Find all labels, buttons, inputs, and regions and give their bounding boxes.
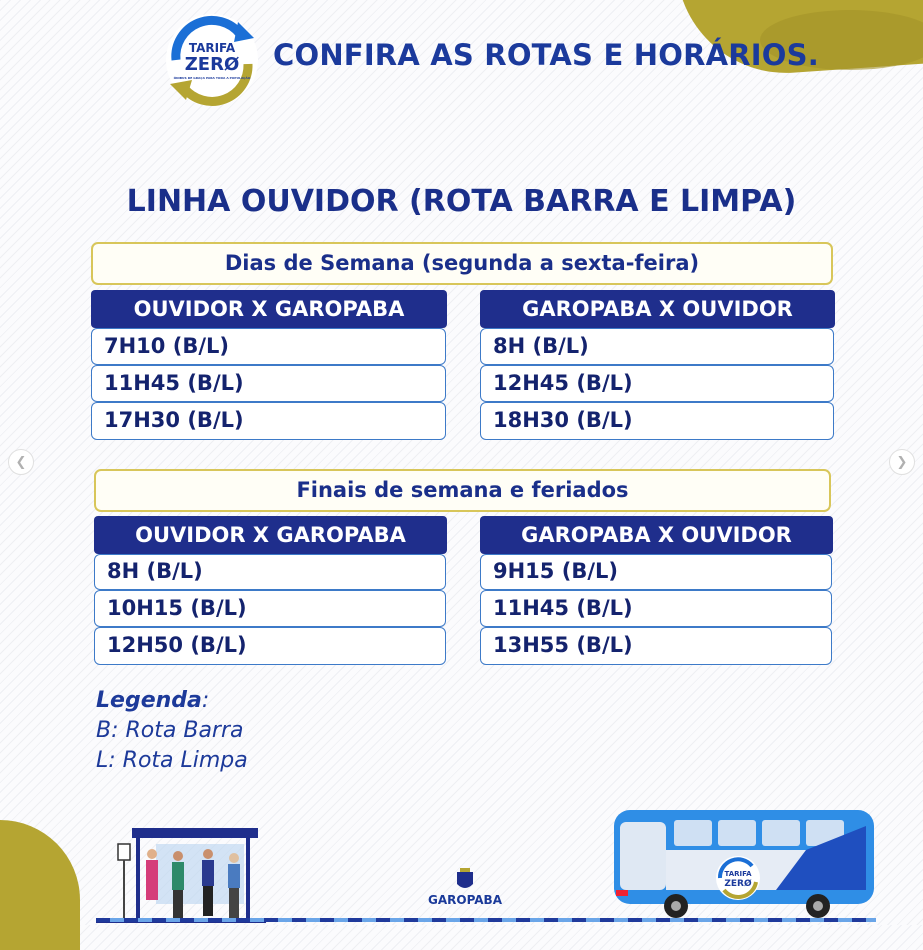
- legend-title: Legenda: [96, 688, 202, 713]
- weekdays-col1-time: 17H30 (B/L): [91, 402, 446, 440]
- bus-stop-illustration: [96, 826, 266, 925]
- chevron-left-icon[interactable]: ❮: [8, 449, 34, 475]
- weekends-col2-header: GAROPABA X OUVIDOR: [480, 516, 833, 554]
- logo-text-line3: ÔNIBUS DE GRAÇA PARA TODA A POPULAÇÃO: [173, 76, 251, 80]
- legend: [96, 686, 248, 776]
- weekdays-col2-header: GAROPABA X OUVIDOR: [480, 290, 835, 328]
- legend-colon: :: [201, 688, 210, 713]
- page-title: CONFIRA AS ROTAS E HORÁRIOS.: [273, 38, 819, 72]
- weekdays-col1-time: 11H45 (B/L): [91, 365, 446, 402]
- line-title: LINHA OUVIDOR (ROTA BARRA E LIMPA): [126, 184, 797, 219]
- weekends-col1-time: 10H15 (B/L): [94, 590, 446, 627]
- weekends-col1-time: 12H50 (B/L): [94, 627, 446, 665]
- weekdays-col2-time: 8H (B/L): [480, 328, 834, 365]
- weekdays-col1-time: 7H10 (B/L): [91, 328, 446, 365]
- weekends-col2-time: 11H45 (B/L): [480, 590, 832, 627]
- town-crest-icon: [420, 868, 510, 894]
- weekdays-col2-time: 12H45 (B/L): [480, 365, 834, 402]
- weekends-col2-time: 13H55 (B/L): [480, 627, 832, 665]
- weekends-label: Finais de semana e feriados: [94, 469, 831, 512]
- tarifa-zero-logo: [160, 8, 264, 112]
- legend-item-barra: B: Rota Barra: [96, 718, 244, 743]
- bus-logo-line2: ZERØ: [724, 879, 752, 889]
- weekdays-label: Dias de Semana (segunda a sexta-feira): [91, 242, 833, 285]
- weekdays-col1-header: OUVIDOR X GAROPABA: [91, 290, 447, 328]
- bus-illustration: [606, 806, 878, 922]
- garopaba-logo: [420, 868, 510, 913]
- logo-text-line1: TARIFA: [188, 41, 236, 55]
- weekends-col1-time: 8H (B/L): [94, 554, 446, 590]
- weekdays-col2-time: 18H30 (B/L): [480, 402, 834, 440]
- decorative-blob-bottom: [0, 820, 80, 950]
- legend-item-limpa: L: Rota Limpa: [96, 748, 248, 773]
- chevron-right-icon[interactable]: ❯: [889, 449, 915, 475]
- weekends-col2-time: 9H15 (B/L): [480, 554, 832, 590]
- town-name: GAROPABA: [428, 893, 502, 907]
- bus-logo-line1: TARIFA: [724, 870, 752, 878]
- weekends-col1-header: OUVIDOR X GAROPABA: [94, 516, 447, 554]
- logo-text-line2: ZERØ: [184, 54, 240, 75]
- road-stripe: [96, 918, 876, 922]
